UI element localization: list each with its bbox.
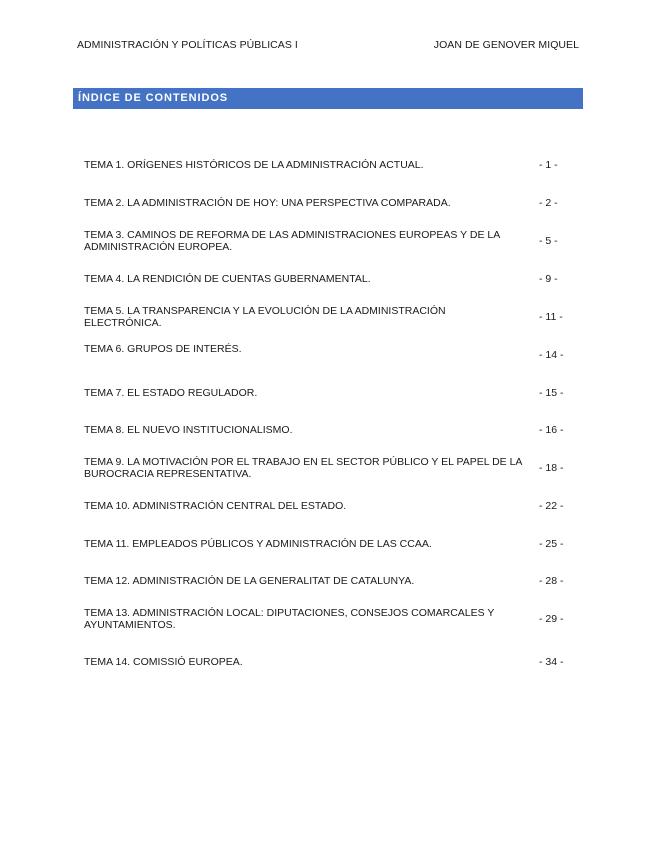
toc-heading: ÍNDICE DE CONTENIDOS xyxy=(78,92,229,104)
toc-entry-page: - 18 - xyxy=(539,462,564,474)
toc-entry-title: TEMA 14. COMISSIÓ EUROPEA. xyxy=(84,656,243,668)
toc-entry-title: TEMA 12. ADMINISTRACIÓN DE LA GENERALITAT DE CATALUNYA. xyxy=(84,575,415,587)
toc-entry-page: - 34 - xyxy=(539,656,564,668)
toc-entry-title: TEMA 9. LA MOTIVACIÓN POR EL TRABAJO EN EL SECTOR PÚBLICO Y EL PAPEL DE LA BUROCRACIA REPRESENTATIVA. xyxy=(84,456,522,480)
toc-entry-title: TEMA 2. LA ADMINISTRACIÓN DE HOY: UNA PERSPECTIVA COMPARADA. xyxy=(84,197,451,209)
toc-entry-title: TEMA 3. CAMINOS DE REFORMA DE LAS ADMINISTRACIONES EUROPEAS Y DE LA ADMINISTRACIÓN EUROPEA. xyxy=(84,229,500,253)
toc-entry-page: - 28 - xyxy=(539,575,564,587)
toc-entry-title: TEMA 8. EL NUEVO INSTITUCIONALISMO. xyxy=(84,424,293,436)
toc-entry-title: TEMA 11. EMPLEADOS PÚBLICOS Y ADMINISTRACIÓN DE LAS CCAA. xyxy=(84,538,432,550)
toc-entry-title: TEMA 6. GRUPOS DE INTERÉS. xyxy=(84,343,242,355)
toc-entry-page: - 29 - xyxy=(539,613,564,625)
page-header xyxy=(77,39,579,53)
toc-entry-page: - 22 - xyxy=(539,500,564,512)
toc-entry-title: TEMA 10. ADMINISTRACIÓN CENTRAL DEL ESTADO. xyxy=(84,500,347,512)
toc-entry-title: TEMA 1. ORÍGENES HISTÓRICOS DE LA ADMINISTRACIÓN ACTUAL. xyxy=(84,159,424,171)
toc-entry-page: - 11 - xyxy=(539,311,563,323)
toc-entry-page: - 25 - xyxy=(539,538,564,550)
toc-entry-page: - 5 - xyxy=(539,235,558,247)
toc-entry-title: TEMA 13. ADMINISTRACIÓN LOCAL: DIPUTACIONES, CONSEJOS COMARCALES Y AYUNTAMIENTOS. xyxy=(84,607,495,631)
header-author: JOAN DE GENOVER MIQUEL xyxy=(433,39,579,51)
toc-entry-page: - 2 - xyxy=(539,197,558,209)
toc-entry-page: - 16 - xyxy=(539,424,564,436)
toc-entry-page: - 15 - xyxy=(539,387,564,399)
toc-entry-page: - 9 - xyxy=(539,273,558,285)
header-course-title: ADMINISTRACIÓN Y POLÍTICAS PÚBLICAS I xyxy=(77,39,298,51)
toc-heading-banner xyxy=(73,88,583,109)
toc-entry-title: TEMA 5. LA TRANSPARENCIA Y LA EVOLUCIÓN DE LA ADMINISTRACIÓN ELECTRÓNICA. xyxy=(84,305,446,329)
toc-entry-page: - 14 - xyxy=(539,349,564,361)
toc-entry-page: - 1 - xyxy=(539,159,558,171)
toc-entry-title: TEMA 4. LA RENDICIÓN DE CUENTAS GUBERNAMENTAL. xyxy=(84,273,371,285)
toc-entry-title: TEMA 7. EL ESTADO REGULADOR. xyxy=(84,387,258,399)
